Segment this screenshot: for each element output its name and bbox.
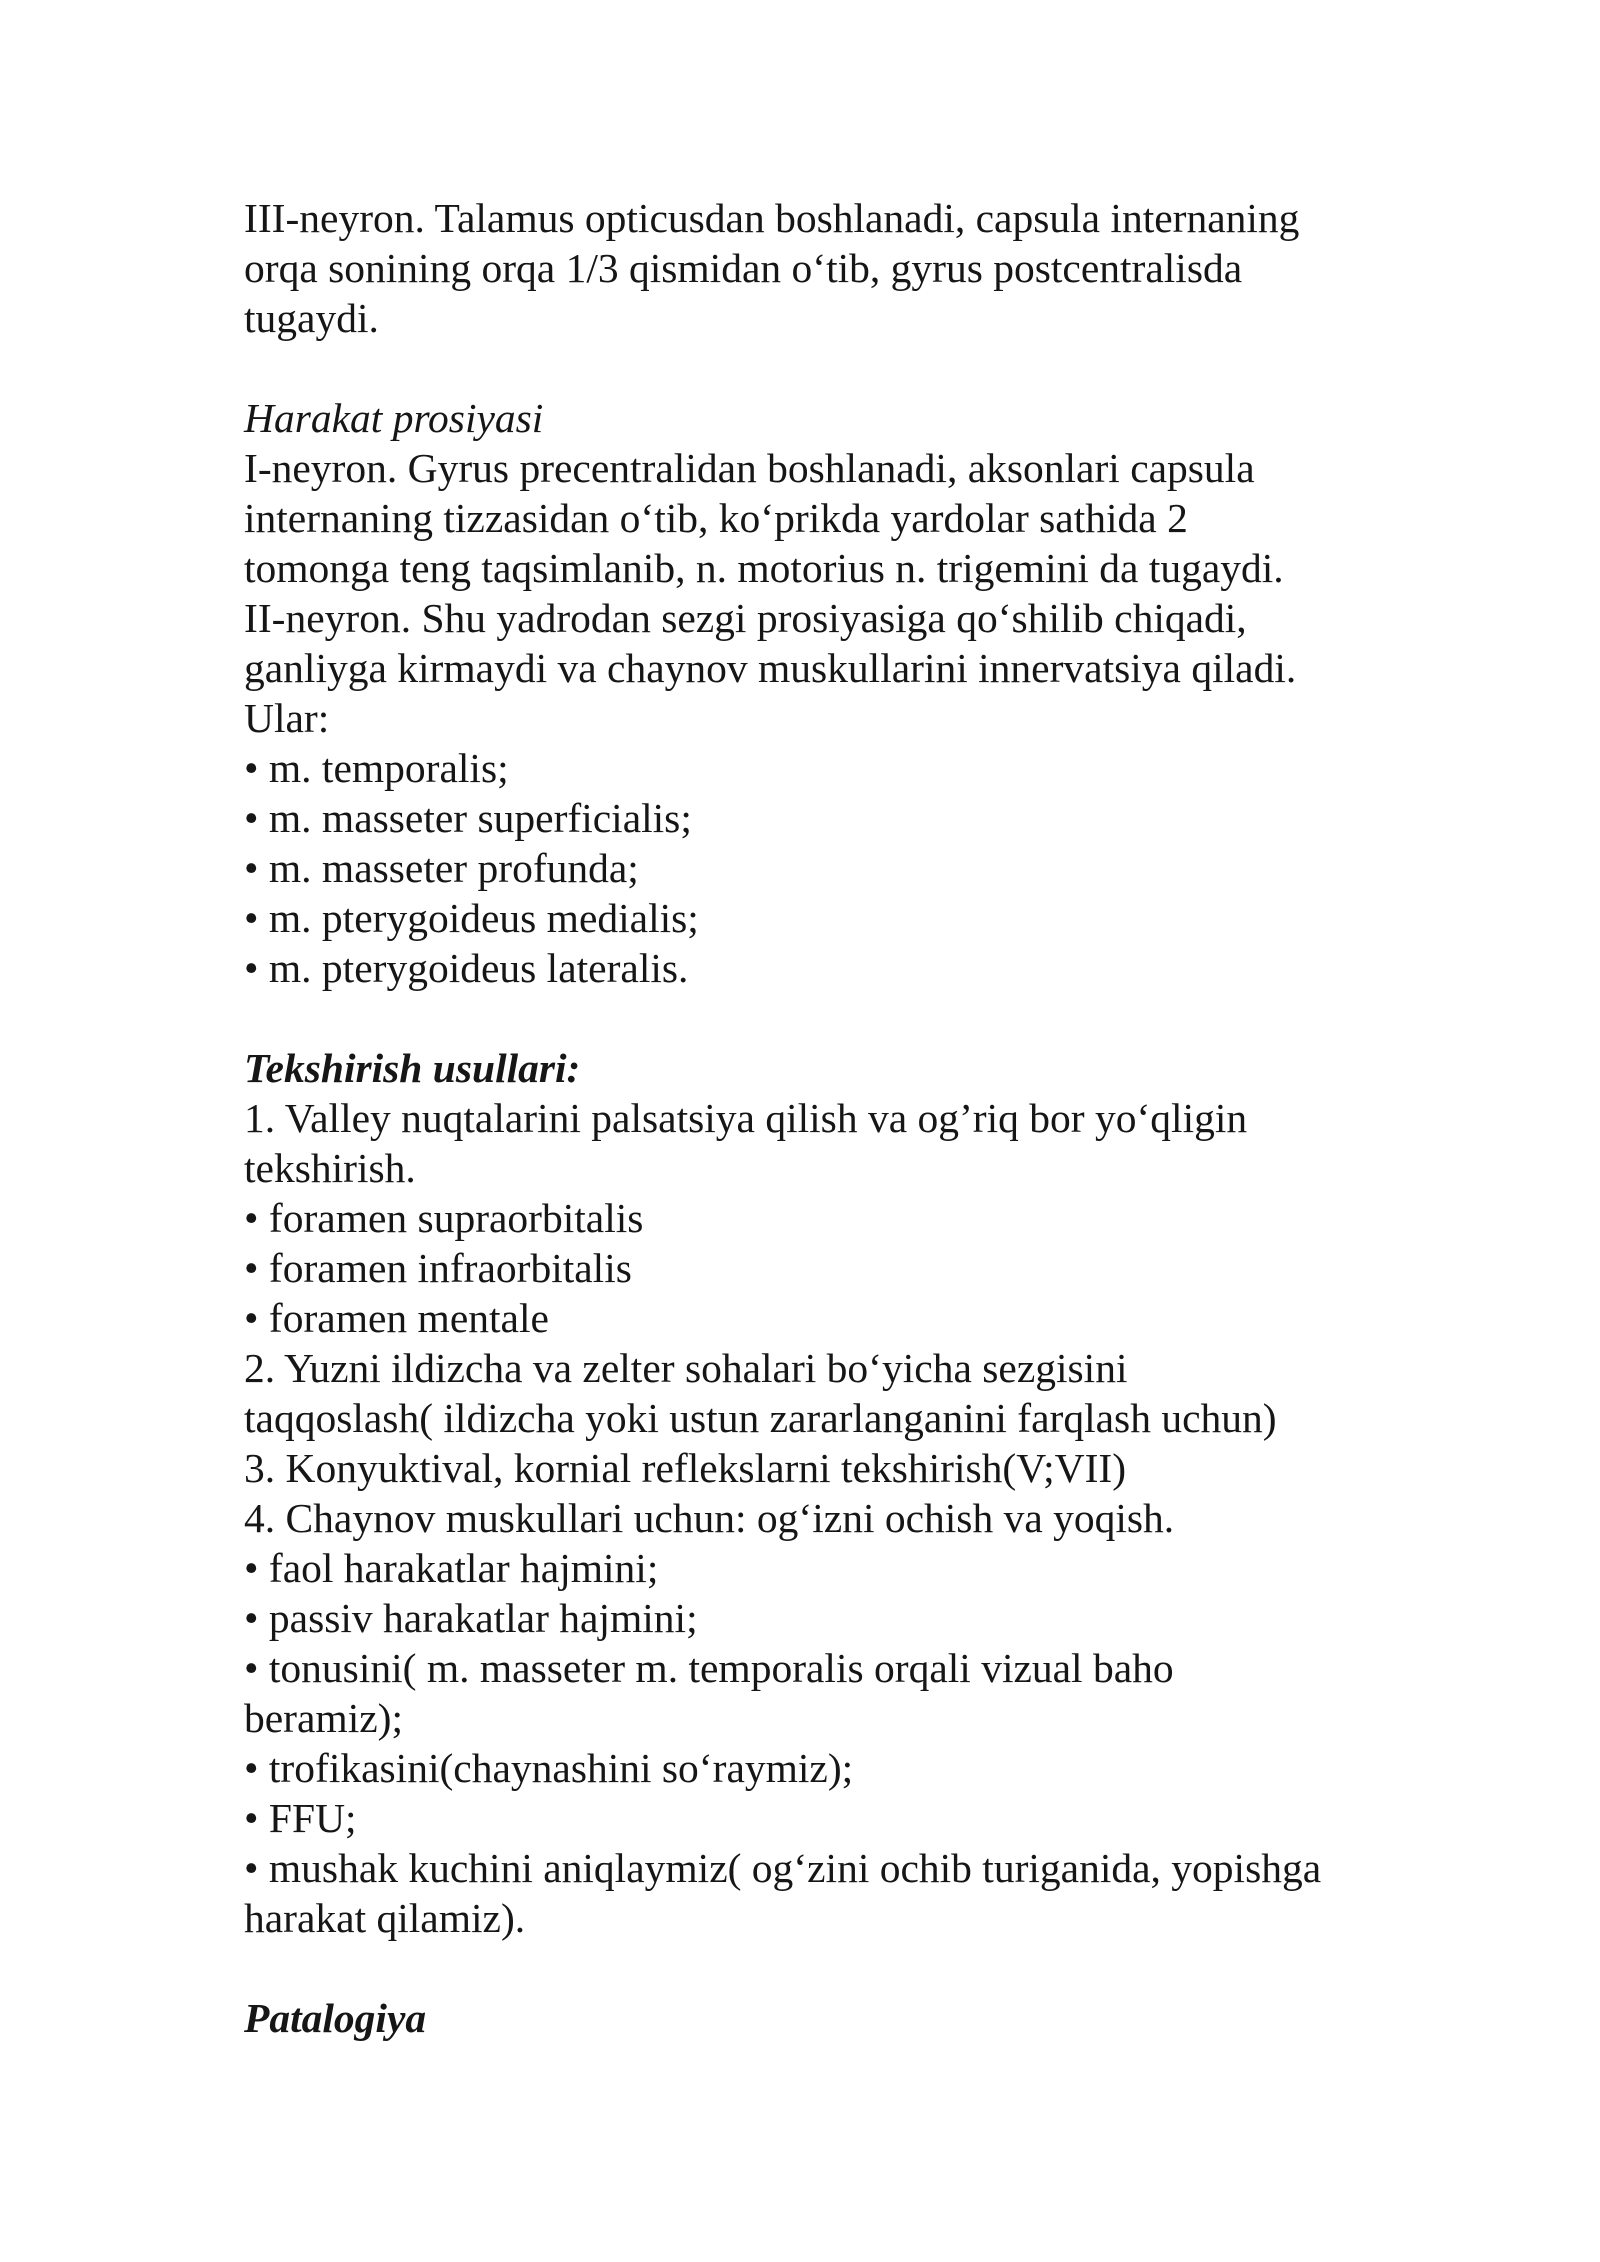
text-line: taqqoslash( ildizcha yoki ustun zararlanganini farqlash uchun)	[244, 1395, 1277, 1441]
blank-line	[244, 1943, 1424, 1993]
bullet-item: • FFU;	[244, 1795, 357, 1841]
text-line: tekshirish.	[244, 1145, 416, 1191]
bullet-item: • foramen infraorbitalis	[244, 1245, 632, 1291]
text-line: 3. Konyuktival, kornial reflekslarni tekshirish(V;VII)	[244, 1445, 1127, 1491]
section-heading-patalogiya: Patalogiya	[244, 1995, 427, 2041]
bullet-item: • tonusini( m. masseter m. temporalis orqali vizual baho	[244, 1645, 1174, 1691]
bullet-item: • m. masseter profunda;	[244, 845, 639, 891]
section-heading-harakat-prosiyasi: Harakat prosiyasi	[244, 395, 544, 441]
bullet-item: • m. pterygoideus medialis;	[244, 895, 699, 941]
bullet-item: • trofikasini(chaynashini so‘raymiz);	[244, 1745, 854, 1791]
blank-line	[244, 993, 1424, 1043]
text-line: II-neyron. Shu yadrodan sezgi prosiyasiga qo‘shilib chiqadi,	[244, 595, 1247, 641]
paragraph-harakat	[244, 443, 1424, 993]
text-line: 2. Yuzni ildizcha va zelter sohalari bo‘yicha sezgisini	[244, 1345, 1128, 1391]
document-page	[244, 193, 1424, 2043]
bullet-item: • m. masseter superficialis;	[244, 795, 692, 841]
bullet-item: • faol harakatlar hajmini;	[244, 1545, 659, 1591]
text-line: tomonga teng taqsimlanib, n. motorius n. trigemini da tugaydi.	[244, 545, 1284, 591]
text-line: orqa sonining orqa 1/3 qismidan o‘tib, gyrus postcentralisda	[244, 245, 1243, 291]
bullet-item: • passiv harakatlar hajmini;	[244, 1595, 698, 1641]
text-line: 1. Valley nuqtalarini palsatsiya qilish va og’riq bor yo‘qligin	[244, 1095, 1248, 1141]
text-line: 4. Chaynov muskullari uchun: og‘izni ochish va yoqish.	[244, 1495, 1175, 1541]
bullet-item: • foramen supraorbitalis	[244, 1195, 644, 1241]
section-heading-tekshirish-usullari: Tekshirish usullari:	[244, 1045, 581, 1091]
text-line: Ular:	[244, 695, 330, 741]
bullet-item: • m. temporalis;	[244, 745, 509, 791]
text-line: internaning tizzasidan o‘tib, ko‘prikda yardolar sathida 2	[244, 495, 1188, 541]
bullet-item: • foramen mentale	[244, 1295, 549, 1341]
bullet-item: • m. pterygoideus lateralis.	[244, 945, 689, 991]
text-line: ganliyga kirmaydi va chaynov muskullarini innervatsiya qiladi.	[244, 645, 1297, 691]
text-line: harakat qilamiz).	[244, 1895, 526, 1941]
text-line: beramiz);	[244, 1695, 403, 1741]
text-line: I-neyron. Gyrus precentralidan boshlanadi, aksonlari capsula	[244, 445, 1255, 491]
bullet-item: • mushak kuchini aniqlaymiz( og‘zini ochib turiganida, yopishga	[244, 1845, 1322, 1891]
paragraph-iii-neyron	[244, 193, 1424, 343]
text-line: III-neyron. Talamus opticusdan boshlanadi, capsula internaning	[244, 195, 1300, 241]
text-line: tugaydi.	[244, 295, 379, 341]
paragraph-tekshirish	[244, 1093, 1424, 1943]
blank-line	[244, 343, 1424, 393]
